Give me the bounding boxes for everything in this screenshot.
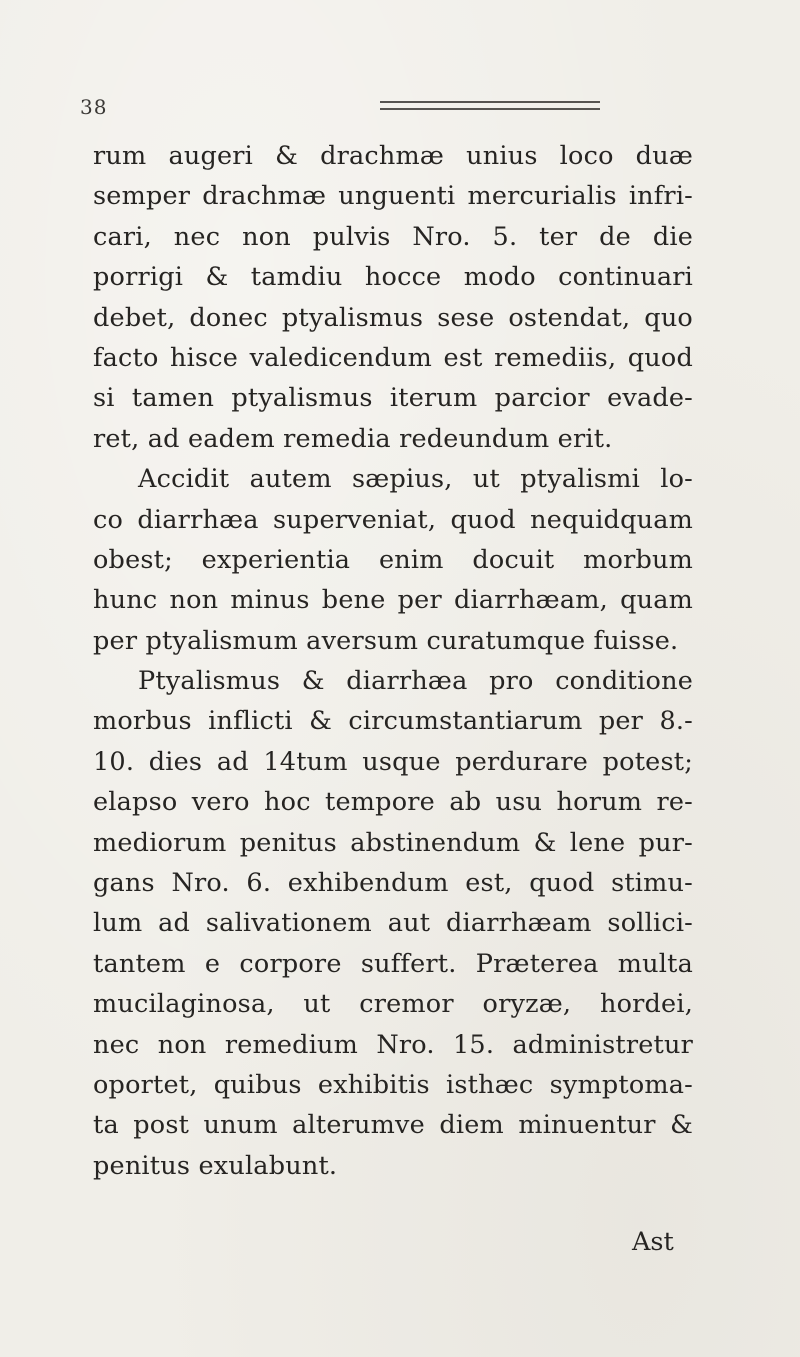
text-line: ta post unum alterumve diem minuentur & [93,1110,693,1141]
text-line: lum ad salivationem aut diarrhæam sollici- [93,908,693,939]
text-line: facto hisce valedicendum est remediis, quod [93,342,693,373]
text-line: hunc non minus bene per diarrhæam, quam [93,585,693,616]
text-line: morbus inflicti & circumstantiarum per 8.- [93,706,693,737]
catchword: Ast [632,1227,674,1257]
paragraph-start-line: Accidit autem sæpius, ut ptyalismi lo- [138,464,693,495]
text-line: mediorum penitus abstinendum & lene pur- [93,827,693,858]
text-line: si tamen ptyalismus iterum parcior evade- [93,383,693,414]
text-line: obest; experientia enim docuit morbum [93,544,693,575]
text-line: elapso vero hoc tempore ab usu horum re- [93,787,693,818]
text-line: penitus exulabunt. [93,1150,338,1181]
text-line: porrigi & tamdiu hocce modo continuari [93,262,693,293]
text-line: semper drachmæ unguenti mercurialis infri- [93,181,693,212]
header-rule [380,101,600,110]
text-line: rum augeri & drachmæ unius loco duæ [93,141,693,171]
text-line: debet, donec ptyalismus sese ostendat, quo [93,302,693,333]
text-line: ret, ad eadem remedia redeundum erit. [93,423,613,454]
text-line: oportet, quibus exhibitis isthæc symptoma- [93,1069,693,1100]
page-header [80,95,720,125]
text-line: tantem e corpore suffert. Præterea multa [93,948,693,979]
text-line: gans Nro. 6. exhibendum est, quod stimu- [93,868,693,899]
text-line: cari, nec non pulvis Nro. 5. ter de die [93,221,693,252]
text-line: mucilaginosa, ut cremor oryzæ, hordei, [93,989,693,1020]
text-line: nec non remedium Nro. 15. administretur [93,1029,693,1060]
text-line: 10. dies ad 14tum usque perdurare potest; [93,746,693,777]
body-text [93,136,693,1186]
paragraph-start-line: Ptyalismus & diarrhæa pro conditione [138,666,693,697]
page-number: 38 [80,95,108,119]
text-line: co diarrhæa superveniat, quod nequidquam [93,504,693,535]
text-line: per ptyalismum aversum curatumque fuisse. [93,625,679,656]
